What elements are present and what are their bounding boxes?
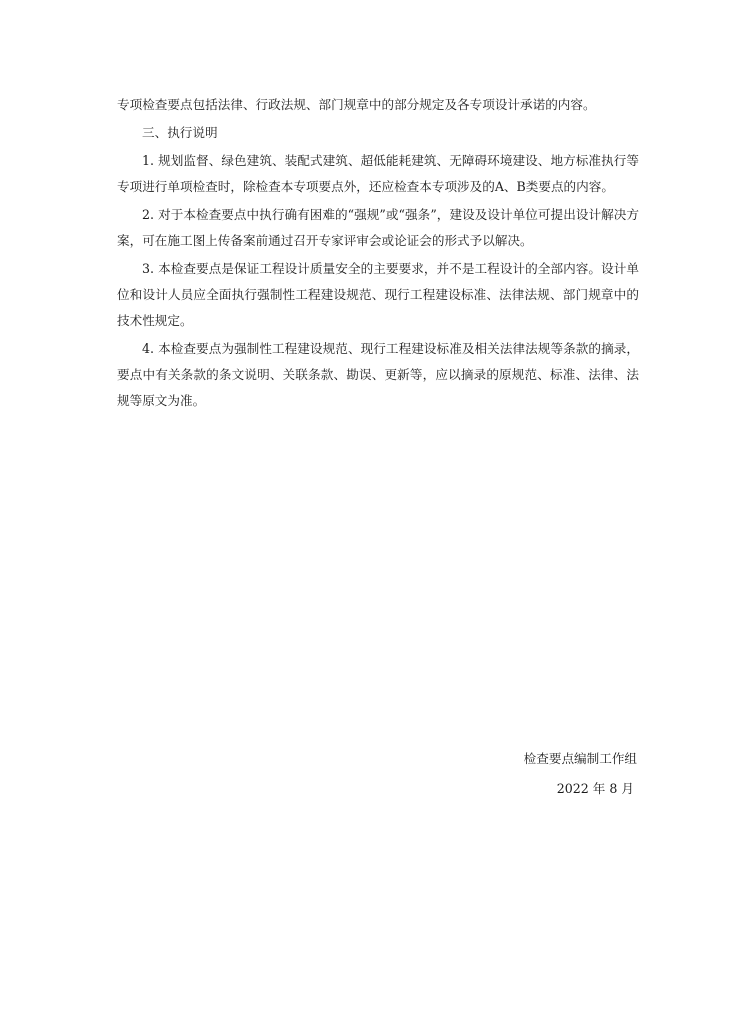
paragraph-item-4: 4. 本检查要点为强制性工程建设规范、现行工程建设标准及相关法律法规等条款的摘录，要点中有关条款的条文说明、关联条款、勘误、更新等，应以摘录的原规范、标准、法律、法规等原文为准。 (117, 341, 639, 408)
paragraph-intro: 专项检查要点包括法律、行政法规、部门规章中的部分规定及各专项设计承诺的内容。 (117, 97, 596, 112)
paragraph-item-2: 2. 对于本检查要点中执行确有困难的“强规”或“强条”，建设及设计单位可提出设计解决方案，可在施工图上传备案前通过召开专家评审会或论证会的形式予以解决。 (117, 207, 639, 248)
document-body (117, 92, 639, 416)
signature-organization: 检查要点编制工作组 (523, 751, 637, 766)
paragraph-item-3: 3. 本检查要点是保证工程设计质量安全的主要要求，并不是工程设计的全部内容。设计单位和设计人员应全面执行强制性工程建设规范、现行工程建设标准、法律法规、部门规章中的技术性规定。 (117, 261, 639, 328)
section-heading: 三、执行说明 (142, 125, 218, 140)
signature-date: 2022 年 8 月 (556, 781, 634, 796)
paragraph-item-1: 1. 规划监督、绿色建筑、装配式建筑、超低能耗建筑、无障碍环境建设、地方标准执行等专项进行单项检查时，除检查本专项要点外，还应检查本专项涉及的A、B类要点的内容。 (117, 153, 639, 194)
